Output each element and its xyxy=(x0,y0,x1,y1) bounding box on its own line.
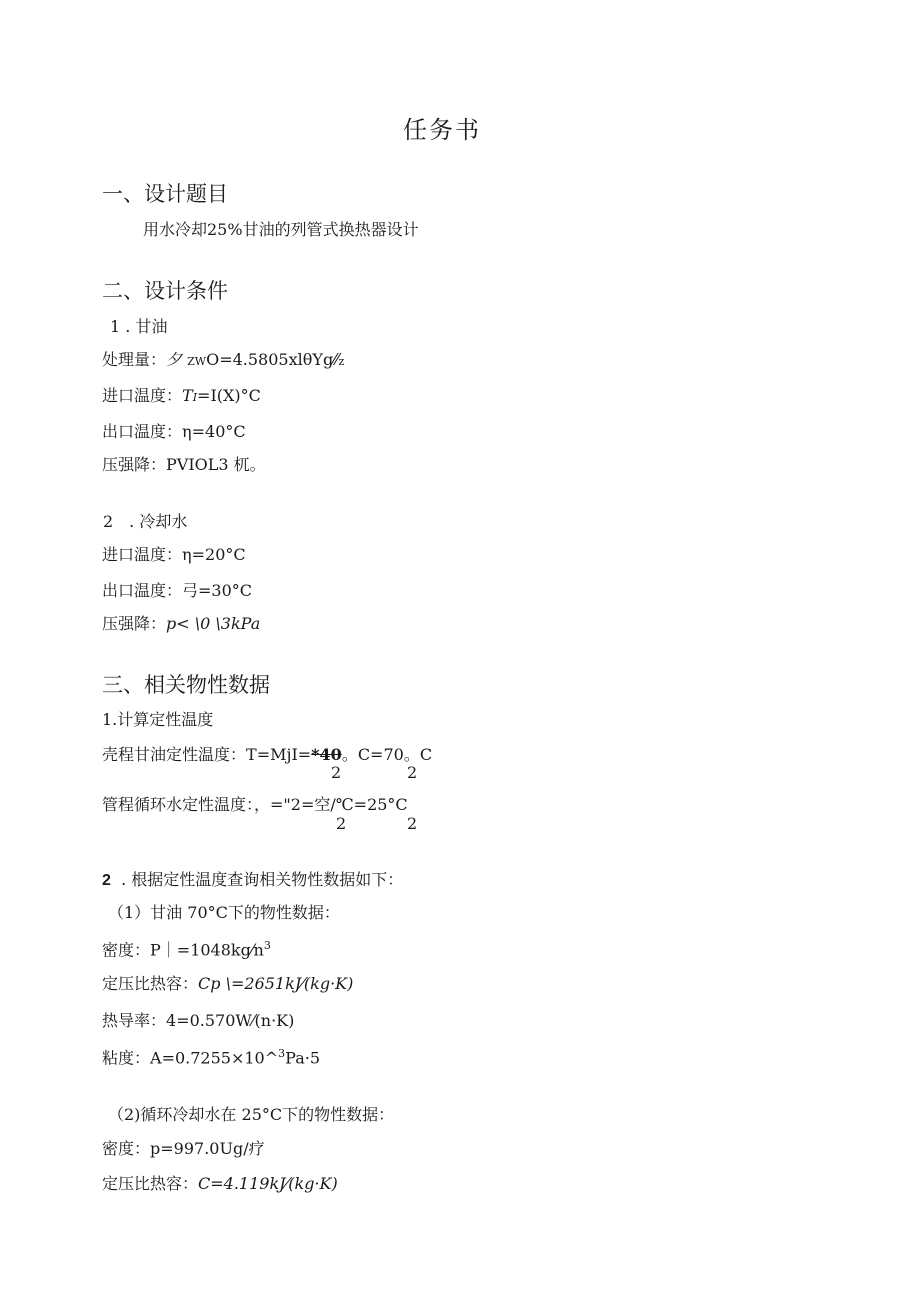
throughput-value-a: 夕 xyxy=(166,350,183,369)
inlet-label: 进口温度： xyxy=(102,386,183,405)
tube-temp-formula xyxy=(102,797,408,813)
glycerol-pressure xyxy=(102,457,266,473)
water-outlet-value: 弓=30°C xyxy=(182,581,253,600)
shell-formula-b: 。C=70。C xyxy=(341,745,433,764)
tube-temp-label: 管程循环水定性温度： xyxy=(102,795,255,814)
water-cp-value: C=4.119kJ⁄(kg·K) xyxy=(198,1174,338,1193)
design-topic: 用水冷却25%甘油的列管式换热器设计 xyxy=(143,220,419,239)
water-label: 2 . 冷却水 xyxy=(103,512,188,531)
glycerol-label: 1 . 甘油 xyxy=(110,317,168,336)
glycerol-cp xyxy=(102,976,353,992)
water-pressure xyxy=(102,616,260,632)
tube-denominator-1: 2 xyxy=(336,814,347,833)
page-title: 任务书 xyxy=(403,116,481,144)
water-props-label: （2)循环冷却水在 25°C下的物性数据： xyxy=(108,1105,395,1124)
throughput-value-sub2: z xyxy=(338,355,345,368)
shell-formula-strike: *40 xyxy=(311,745,342,764)
section1-heading: 一、设计题目 xyxy=(102,182,228,206)
glycerol-mu-sup: 3 xyxy=(278,1047,286,1060)
water-cp xyxy=(102,1176,338,1192)
water-density-label: 密度： xyxy=(102,1139,151,1158)
glycerol-inlet xyxy=(102,388,261,404)
water-outlet xyxy=(102,583,252,599)
inlet-sub: I xyxy=(192,391,198,404)
throughput-value-c: θ xyxy=(302,350,313,369)
water-cp-label: 定压比热容： xyxy=(102,1174,199,1193)
glycerol-density-value: P｜=1048kg⁄n xyxy=(150,940,264,960)
pressure-value: PVIOL3 杌。 xyxy=(166,455,266,474)
water-density xyxy=(102,1141,265,1157)
water-inlet-value: η=20°C xyxy=(182,545,246,564)
sub2-number: 2 xyxy=(102,872,111,889)
tube-denominator-2: 2 xyxy=(407,814,418,833)
glycerol-mu-label: 粘度： xyxy=(102,1048,151,1068)
glycerol-mu-value-a: A=0.7255×10^ xyxy=(150,1048,279,1068)
section3-sub1: 1.计算定性温度 xyxy=(102,710,214,729)
throughput-value-d: Yg⁄⁄ xyxy=(312,350,339,369)
glycerol-k-value: 4=0.570W⁄(n·K) xyxy=(166,1011,295,1030)
throughput-label: 处理量： xyxy=(102,350,167,369)
glycerol-viscosity xyxy=(102,1048,320,1066)
water-pressure-value: p< \0 \3kPa xyxy=(166,614,261,633)
shell-denominator-2: 2 xyxy=(407,763,418,782)
glycerol-cp-value: Cp \=2651kJ⁄(kg·K) xyxy=(198,974,354,993)
glycerol-k-label: 热导率： xyxy=(102,1011,167,1030)
section2-heading: 二、设计条件 xyxy=(102,279,228,303)
sub2-text: . 根据定性温度查询相关物性数据如下： xyxy=(121,870,404,889)
inlet-value: =I(X) xyxy=(197,386,241,405)
shell-temp-formula xyxy=(102,747,432,763)
outlet-value: η=40 xyxy=(182,422,226,441)
glycerol-outlet xyxy=(102,424,246,440)
water-inlet xyxy=(102,547,246,563)
shell-formula-a: T=MjI= xyxy=(246,745,312,764)
glycerol-density-label: 密度： xyxy=(102,940,151,960)
glycerol-cp-label: 定压比热容： xyxy=(102,974,199,993)
glycerol-throughput xyxy=(102,352,344,368)
glycerol-density xyxy=(102,940,271,958)
glycerol-density-sup: 3 xyxy=(263,939,271,952)
water-outlet-label: 出口温度： xyxy=(102,581,183,600)
tube-formula: ，="2=空/℃=25°C xyxy=(254,795,408,814)
glycerol-props-label: （1）甘油 70°C下的物性数据： xyxy=(108,903,340,922)
outlet-label: 出口温度： xyxy=(102,422,183,441)
section3-heading: 三、相关物性数据 xyxy=(102,673,270,697)
inlet-unit: °C xyxy=(240,386,261,405)
inlet-T: T xyxy=(182,386,193,405)
water-density-value: p=997.0Ug/疗 xyxy=(150,1139,265,1158)
water-pressure-label: 压强降： xyxy=(102,614,167,633)
section3-sub2 xyxy=(102,872,403,889)
shell-temp-label: 壳程甘油定性温度： xyxy=(102,745,247,764)
shell-denominator-1: 2 xyxy=(331,763,342,782)
glycerol-mu-value-b: Pa·5 xyxy=(285,1048,320,1068)
glycerol-conductivity xyxy=(102,1013,294,1029)
throughput-value-sub: ZW xyxy=(187,355,207,368)
water-inlet-label: 进口温度： xyxy=(102,545,183,564)
throughput-value-b: O=4.5805xl xyxy=(206,350,303,369)
pressure-label: 压强降： xyxy=(102,455,167,474)
outlet-unit: °C xyxy=(225,422,246,441)
